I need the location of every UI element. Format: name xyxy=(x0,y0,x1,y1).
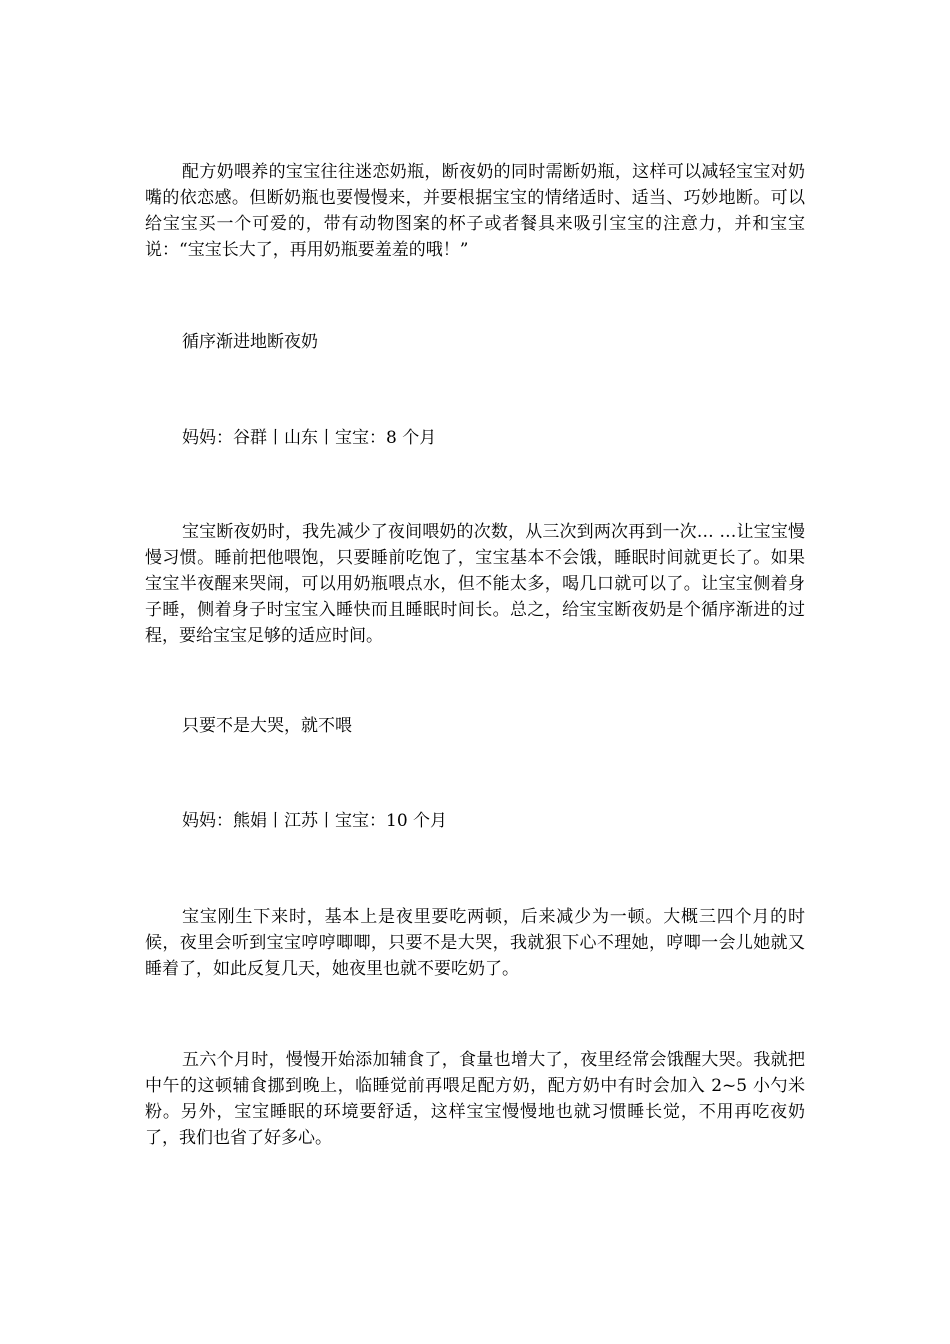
section-heading-gradual-weaning: 循序渐进地断夜奶 xyxy=(182,332,318,352)
paragraph-solid-food: 五六个月时，慢慢开始添加辅食了，食量也增大了，夜里经常会饿醒大哭。我就把中午的这顿辅食挪到晚上，临睡觉前再喂足配方奶，配方奶中有时会加入 2~5 小勺米粉。另外，宝宝睡眠的环境要舒适，这样宝宝慢慢地也就习惯睡长觉，不用再吃夜奶了，我们也省了好多心。 xyxy=(145,1050,805,1148)
section-heading-no-feeding: 只要不是大哭，就不喂 xyxy=(182,716,352,736)
paragraph-newborn-feeding: 宝宝刚生下来时，基本上是夜里要吃两顿，后来减少为一顿。大概三四个月的时候，夜里会听到宝宝哼哼唧唧，只要不是大哭，我就狠下心不理她，哼唧一会儿她就又睡着了，如此反复几天，她夜里也就不要吃奶了。 xyxy=(145,907,805,979)
mother-info-guqun: 妈妈：谷群丨山东丨宝宝：8 个月 xyxy=(182,428,437,448)
paragraph-bottle-weaning: 配方奶喂养的宝宝往往迷恋奶瓶，断夜奶的同时需断奶瓶，这样可以减轻宝宝对奶嘴的依恋感。但断奶瓶也要慢慢来，并要根据宝宝的情绪适时、适当、巧妙地断。可以给宝宝买一个可爱的，带有动物图案的杯子或者餐具来吸引宝宝的注意力，并和宝宝说：“宝宝长大了，再用奶瓶要羞羞的哦！” xyxy=(145,162,805,260)
paragraph-gradual-weaning: 宝宝断夜奶时，我先减少了夜间喂奶的次数，从三次到两次再到一次… …让宝宝慢慢习惯。睡前把他喂饱，只要睡前吃饱了，宝宝基本不会饿，睡眠时间就更长了。如果宝宝半夜醒来哭闹，可以用奶瓶喂点水，但不能太多，喝几口就可以了。让宝宝侧着身子睡，侧着身子时宝宝入睡快而且睡眠时间长。总之，给宝宝断夜奶是个循序渐进的过程，要给宝宝足够的适应时间。 xyxy=(145,522,805,646)
mother-info-xiongjuan: 妈妈：熊娟丨江苏丨宝宝：10 个月 xyxy=(182,811,448,831)
